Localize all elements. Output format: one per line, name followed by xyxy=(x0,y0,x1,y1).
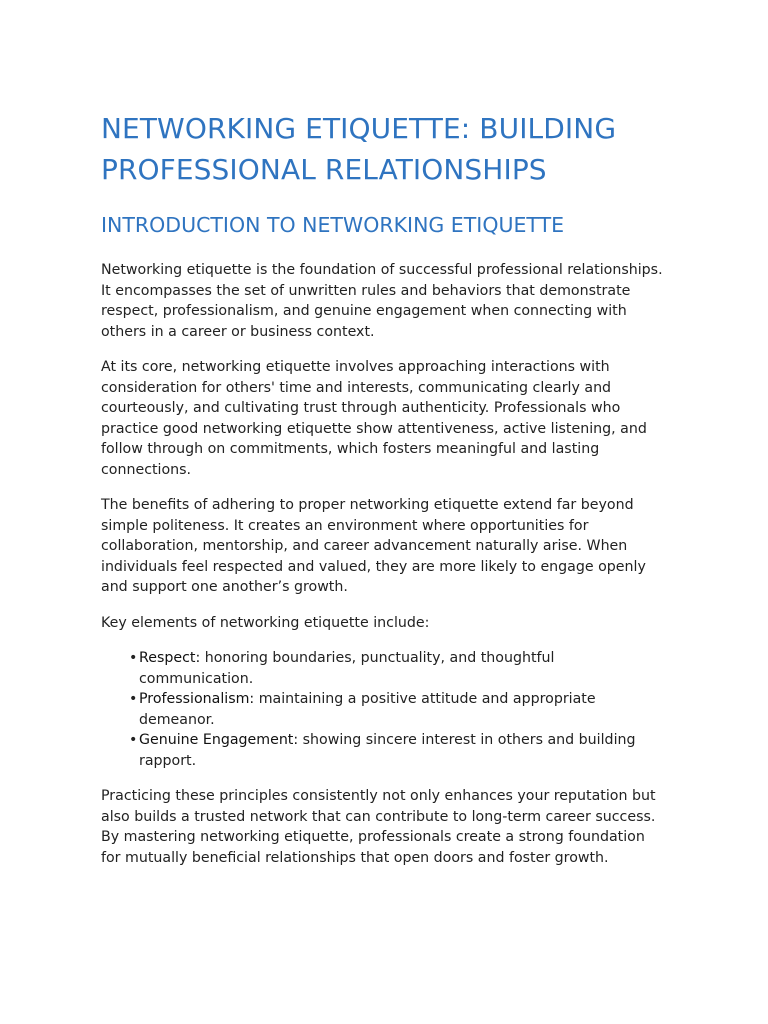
paragraph-3: The benefits of adhering to proper networking etiquette extend far beyond simple politeness. It creates an environment where opportunities for collaboration, mentorship, and career advancement naturally arise. When individuals feel respected and valued, they are more likely to engage openly and support one another’s growth. xyxy=(101,497,646,595)
paragraph-1: Networking etiquette is the foundation of successful professional relationships. It encompasses the set of unwritten rules and behaviors that demonstrate respect, professionalism, and genuine engagement when connecting with others in a career or business context. xyxy=(101,262,663,340)
paragraph-2: At its core, networking etiquette involves approaching interactions with consideration for others' time and interests, communicating clearly and courteously, and cultivating trust through authenticity. Professionals who practice good networking etiquette show attentiveness, active listening, and follow through on commitments, which fosters meaningful and lasting connections. xyxy=(101,359,647,478)
list-item-term: Professionalism: xyxy=(139,691,255,707)
list-item-text: showing sincere interest in others and building rapport. xyxy=(139,732,636,769)
list-item xyxy=(129,689,667,730)
list-item-term: Genuine Engagement: xyxy=(139,732,299,748)
document-page xyxy=(101,108,667,868)
list-item-text: maintaining a positive attitude and appropriate demeanor. xyxy=(139,691,596,728)
document-title: NETWORKING ETIQUETTE: BUILDING PROFESSIONAL RELATIONSHIPS xyxy=(101,112,617,186)
closing-paragraph: Practicing these principles consistently not only enhances your reputation but also builds a trusted network that can contribute to long-term career success. By mastering networking etiquette, professionals create a strong foundation for mutually beneficial relationships that open doors and foster growth. xyxy=(101,788,656,866)
bullet-icon: • xyxy=(129,650,138,666)
list-item xyxy=(129,730,667,771)
bullet-icon: • xyxy=(129,691,138,707)
list-intro: Key elements of networking etiquette include: xyxy=(101,614,430,631)
key-elements-list xyxy=(101,648,667,771)
list-item-term: Respect: xyxy=(139,650,201,666)
list-item-text: honoring boundaries, punctuality, and thoughtful communication. xyxy=(139,650,555,687)
bullet-icon: • xyxy=(129,732,138,748)
section-heading: INTRODUCTION TO NETWORKING ETIQUETTE xyxy=(101,213,565,237)
list-item xyxy=(129,648,667,689)
